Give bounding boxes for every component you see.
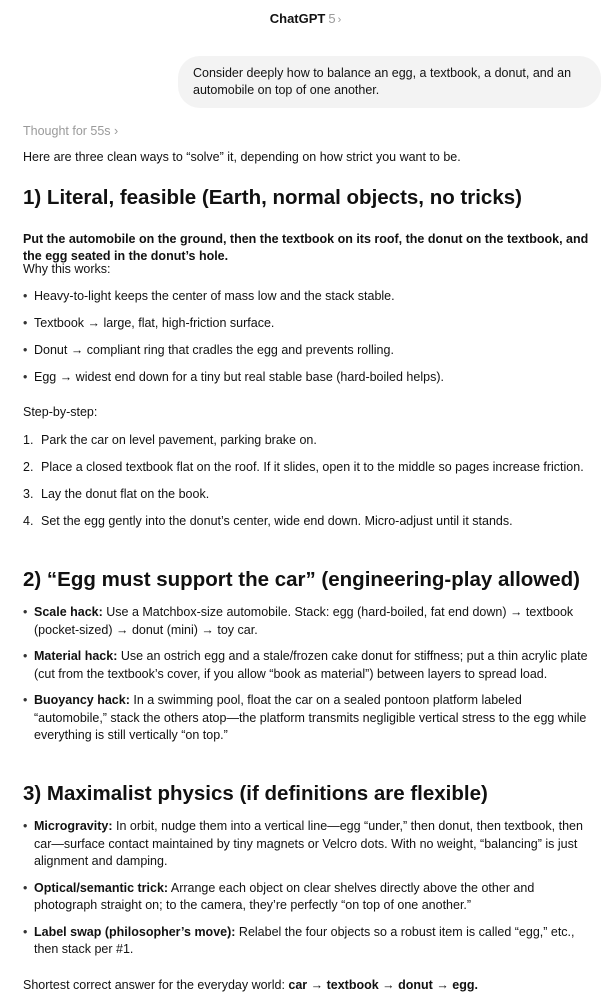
item-label: Optical/semantic trick: [34, 880, 169, 895]
item-label: Label swap (philosopher’s move): [34, 924, 236, 939]
step-text: Place a closed textbook flat on the roof. If it slides, open it to the middle so pages increase friction. [41, 460, 584, 474]
list-item [23, 486, 593, 504]
model-version: 5 [328, 11, 336, 26]
step-number: 4. [23, 514, 34, 528]
step-text: Lay the donut flat on the book. [41, 487, 210, 501]
app-title: ChatGPT [269, 11, 326, 26]
list-item [23, 459, 593, 477]
item-label: Buoyancy hack: [34, 693, 130, 707]
step-number: 1. [23, 433, 34, 447]
step-text: Park the car on level pavement, parking brake on. [41, 433, 317, 447]
item-text: In a swimming pool, float the car on a sealed pontoon platform labeled “automobile,” stack the others atop—the platform transmits negligible vertical stress to the egg while everything is still vertically “on top.” [34, 693, 587, 742]
list-item [23, 818, 593, 871]
why-label: Why this works: [23, 262, 111, 276]
step-number: 2. [23, 460, 34, 474]
conclusion [23, 977, 595, 994]
item-text: Relabel the four objects so a robust item is called “egg,” etc., then stack per #1. [34, 924, 575, 956]
item-text: In orbit, nudge them into a vertical line—egg “under,” then donut, then textbook, then car—surface contact maintained by tiny magnets or Velcro dots. With no weight, “balancing” is just alignment and damping. [34, 819, 583, 868]
section-1-heading: 1) Literal, feasible (Earth, normal objects, no tricks) [23, 186, 522, 209]
model-switcher[interactable] [270, 11, 342, 26]
item-label: Scale hack: [34, 605, 103, 619]
list-item: • Textbook → large, flat, high-friction surface. [23, 315, 593, 333]
thought-toggle[interactable]: Thought for 55s › [23, 124, 119, 138]
list-item [23, 432, 593, 450]
list-item [23, 880, 593, 915]
section-1-lead: Put the automobile on the ground, then the textbook on its roof, the donut on the textbook, and the egg seated in the donut’s hole. [23, 232, 589, 263]
list-item [23, 924, 593, 959]
list-item: • Donut → compliant ring that cradles the egg and prevents rolling. [23, 342, 593, 360]
top-bar [0, 0, 611, 38]
chevron-right-icon: › [337, 14, 342, 26]
section-2-list [23, 604, 593, 745]
list-item [23, 692, 593, 745]
conclusion-prefix: Shortest correct answer for the everyday world: [23, 978, 289, 992]
list-item: • Heavy-to-light keeps the center of mass low and the stack stable. [23, 288, 593, 306]
item-text: Use a Matchbox-size automobile. Stack: egg (hard-boiled, fat end down) → textbook (pocket-sized) → donut (mini) → toy car. [34, 605, 574, 637]
conclusion-answer: car → textbook → donut → egg. [288, 978, 478, 992]
item-text: Use an ostrich egg and a stale/frozen cake donut for stiffness; put a thin acrylic plate (cut from the textbook’s cover, if you allow “book as material”) between layers to spread load. [34, 649, 588, 681]
list-item [23, 648, 593, 683]
item-label: Microgravity: [34, 819, 113, 833]
item-text: Arrange each object on clear shelves directly above the other and photograph straight on; to the camera, they’re perfectly “on top of one another.” [34, 880, 535, 912]
user-message-bubble: Consider deeply how to balance an egg, a textbook, a donut, and an automobile on top of one another. [178, 56, 601, 108]
why-list [23, 288, 593, 387]
assistant-intro: Here are three clean ways to “solve” it, depending on how strict you want to be. [23, 150, 461, 164]
step-text: Set the egg gently into the donut’s center, wide end down. Micro-adjust until it stands. [41, 514, 513, 528]
list-item [23, 513, 593, 531]
steps-label: Step-by-step: [23, 405, 98, 419]
item-label: Material hack: [34, 649, 118, 663]
step-number: 3. [23, 487, 34, 501]
section-3-list [23, 818, 593, 959]
steps-list [23, 432, 593, 531]
section-2-heading: 2) “Egg must support the car” (engineering-play allowed) [23, 568, 580, 591]
section-3-heading: 3) Maximalist physics (if definitions are flexible) [23, 782, 488, 805]
list-item: • Egg → widest end down for a tiny but real stable base (hard-boiled helps). [23, 369, 593, 387]
list-item [23, 604, 593, 639]
